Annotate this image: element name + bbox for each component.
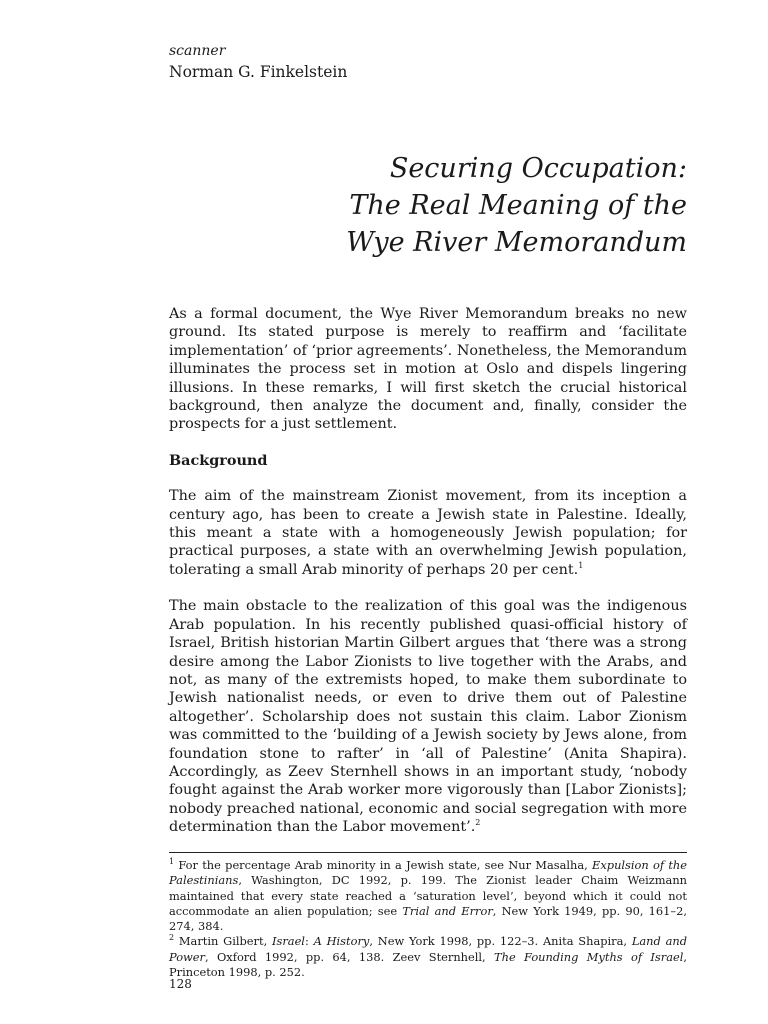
citation-title: A History: [313, 934, 370, 949]
footnote-2: [169, 934, 687, 980]
section-label: scanner: [169, 43, 226, 59]
footnote-text: For the percentage Arab minority in a Jewish state, see Nur Masalha,: [178, 858, 593, 872]
citation-title: Expulsion of the Palestinians: [169, 858, 688, 888]
footnote-ref[interactable]: 1: [578, 561, 584, 571]
footnote-marker: 2: [169, 933, 175, 943]
page-number: 128: [169, 977, 192, 991]
article-title: [267, 150, 687, 261]
running-header: [169, 42, 347, 82]
footnote-text: , New York 1998, pp. 122–3. Anita Shapira,: [369, 934, 632, 949]
citation-title: Trial and Error: [402, 903, 493, 918]
footnote-text: , Oxford 1992, pp. 64, 138. Zeev Sternhell,: [205, 949, 495, 964]
footnote-text: Martin Gilbert,: [178, 934, 272, 949]
body-paragraph: [169, 487, 687, 579]
footnote-text: , New York 1949, pp. 90, 161–2, 274, 384.: [169, 903, 687, 934]
footnote-text: , Princeton 1998, p. 252.: [169, 949, 687, 980]
title-line-3: Wye River Memorandum: [346, 227, 687, 258]
author-name: Norman G. Finkelstein: [169, 63, 348, 81]
paragraph-text: The main obstacle to the realization of this goal was the indigenous Arab population. In his recently published quasi-official history of Israel, British historian Martin Gilbert argues that ‘there was a strong desire among the Labor Zionists to live together with the Arabs, and not, as many of the extremists hoped, to make them subordinate to Jewish nationalist needs, or even to drive them out of Palestine altogether’. Scholarship does not sustain this claim. Labor Zionism was committed to the ‘building of a Jewish society by Jews alone, from foundation stone to rafter’ in ‘all of Palestine’ (Anita Shapira). Accordingly, as Zeev Sternhell shows in an important study, ‘nobody fought against the Arab worker more vigorously than [Labor Zionists]; nobody preached national, economic and social segregation with more determination than the Labor movement’.: [169, 598, 687, 836]
footnote-divider: [169, 852, 687, 853]
title-line-1: Securing Occupation:: [389, 153, 687, 184]
citation-title: Land and Power: [169, 934, 687, 964]
title-line-2: The Real Meaning of the: [349, 190, 687, 221]
footnote-marker: 1: [169, 857, 175, 867]
section-heading: Background: [169, 451, 268, 469]
citation-title: The Founding Myths of Israel: [494, 949, 684, 964]
footnote-ref[interactable]: 2: [475, 818, 481, 828]
footnotes: [169, 858, 687, 980]
body-paragraph: [169, 597, 687, 836]
paragraph-text: The aim of the mainstream Zionist movement, from its inception a century ago, has been to create a Jewish state in Palestine. Ideally, this meant a state with a homogeneously Jewish population; for practical purposes, a state with an overwhelming Jewish population, tolerating a small Arab minority of perhaps 20 per cent.: [169, 488, 687, 578]
footnote-1: [169, 858, 687, 934]
footnote-text: :: [304, 934, 314, 949]
citation-title: Israel: [271, 934, 305, 949]
article-body: [169, 305, 687, 855]
intro-paragraph: As a formal document, the Wye River Memorandum breaks no new ground. Its stated purpose is merely to reaffirm and ‘facilitate implementation’ of ‘prior agreements’. Nonetheless, the Memorandum illuminates the process set in motion at Oslo and dispels lingering illusions. In these remarks, I will first sketch the crucial historical background, then analyze the document and, finally, consider the prospects for a just settlement.: [169, 306, 688, 433]
footnote-text: , Washington, DC 1992, p. 199. The Zionist leader Chaim Weizmann maintained that every state reached a ‘saturation level’, beyond which it could not accommodate an alien population; see: [169, 873, 687, 918]
